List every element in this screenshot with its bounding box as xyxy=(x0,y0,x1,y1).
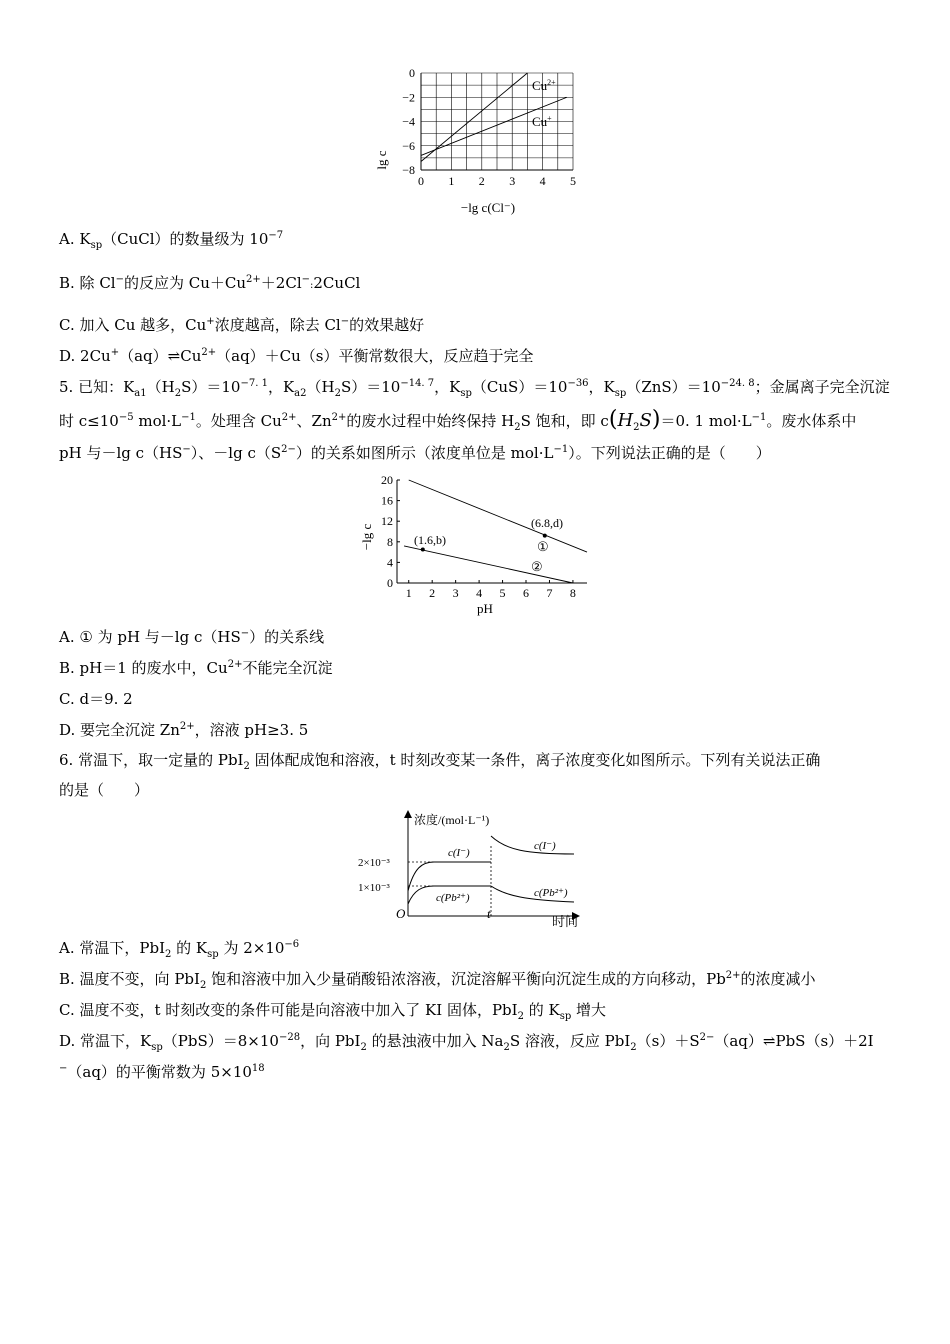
q5-option-d: D. 要完全沉淀 $Zn^{2+}$，溶液 pH≥3. 5 xyxy=(59,721,309,739)
q6-option-c: C. 温度不变，t 时刻改变的条件可能是向溶液中加入了 KI 固体，PbI$_2$ 的 $K_{sp}$ 增大 xyxy=(59,1001,607,1022)
q5-option-a: A. ① 为 pH 与－lg c（HS−）的关系线 xyxy=(59,628,325,646)
figure-2-ylabel: −lg c xyxy=(359,523,374,551)
figure-2-point-1-label: (1.6,b) xyxy=(414,533,446,547)
figure-3-chart xyxy=(356,806,588,930)
figure-2-ytick: 12 xyxy=(381,514,393,529)
figure-2-xlabel: pH xyxy=(477,601,493,616)
figure-1-xtick: 4 xyxy=(539,174,546,188)
figure-2-ytick: 16 xyxy=(381,493,393,508)
figure-3-ylabel: 浓度/(mol·L⁻¹) xyxy=(414,813,490,827)
figure-3-ci-curve-2 xyxy=(491,836,574,854)
q5-option-c: C. d＝9. 2 xyxy=(59,690,133,708)
q5-stem-line-1: 5. 已知：$K_{a1}(H_2S)=10^{-7. 1}$，$K_{a2}(H_2S)=10^{-14. 7}$，$K_{sp}(CuS)=10^{-36}$，$K_{sp}(ZnS)=10^{-24. 8}$；金属离子完全沉淀 xyxy=(59,378,890,399)
figure-2-series xyxy=(404,480,587,583)
figure-3-t-label: t xyxy=(487,906,491,921)
figure-1-xtick: 5 xyxy=(570,174,576,188)
figure-2-point-2 xyxy=(543,534,547,538)
q6-option-b: B. 温度不变，向 PbI$_2$ 饱和溶液中加入少量硝酸铅浓溶液，沉淀溶解平衡向沉淀生成的方向移动，$Pb^{2+}$的浓度减小 xyxy=(59,970,816,991)
figure-2-chart xyxy=(355,471,595,618)
figure-1-cu1-label: Cu+ xyxy=(532,114,552,129)
figure-2-xtick: 6 xyxy=(523,586,530,600)
q5-stem-line-3: pH 与－lg c（HS−）、－lg $c(S^{2-})$的关系如图所示（浓度单位是 $mol\cdot L^{-1}$）。下列说法正确的是（ ） xyxy=(59,444,771,462)
figure-2-xtick: 3 xyxy=(452,586,459,600)
figure-1-cu2-label: $Cu^{2+}$ xyxy=(532,78,556,93)
figure-2-xtick: 7 xyxy=(546,586,553,600)
figure-2-point-2-label: (6.8,d) xyxy=(531,516,563,530)
figure-2-xtick: 2 xyxy=(429,586,436,600)
figure-3-ci-curve-1 xyxy=(408,862,491,891)
figure-3-y2-label: 2×10⁻³ xyxy=(358,857,390,869)
figure-3-ci-label-2: c(I⁻) xyxy=(534,840,556,852)
figure-2-xtick: 8 xyxy=(569,586,576,600)
figure-1-ytick: −8 xyxy=(402,163,415,177)
figure-2-xtick: 4 xyxy=(476,586,483,600)
q6-option-d: D. 常温下，$K_{sp}(PbS)=8\times 10^{-28}$，向 PbI$_2$ 的悬浊液中加入 $Na_2S$ 溶液，反应 $PbI_2(s)+S^{2-}(aq)\rightleftharpoons PbS(s)+2I$ xyxy=(59,1032,874,1053)
figure-2-ytick: 8 xyxy=(387,534,393,549)
q5-stem-line-2: 时 $c\le 10^{-5}$ $mol\cdot L^{-1}$。处理含 $Cu^{2+}$、$Zn^{2+}$的废水过程中始终保持 $H_2S$ 饱和，即 $c(H_2S)=0$. 1 $mol\cdot L^{-1}$。废水体系中 xyxy=(59,407,857,433)
figure-1-ytick: −4 xyxy=(402,114,415,129)
figure-2-ytick: 20 xyxy=(381,473,393,487)
figure-2-line-1-label: ① xyxy=(537,539,549,554)
figure-2-xtick: 1 xyxy=(405,586,412,600)
figure-1-series-line-1 xyxy=(421,73,527,162)
figure-3-y1-label: 1×10⁻³ xyxy=(358,882,390,894)
q6-option-a: A. 常温下，PbI$_2$ 的 $K_{sp}$ 为 $2\times 10^{-6}$ xyxy=(59,939,300,960)
figure-2-line-2-label: ② xyxy=(531,559,543,574)
figure-1-xlabel: −lg c(Cl⁻) xyxy=(460,200,516,215)
figure-2-axes xyxy=(397,480,587,583)
figure-3-cpb-label-2: c(Pb²⁺) xyxy=(534,887,568,899)
figure-2-ytick: 4 xyxy=(387,555,393,570)
figure-1-xtick: 1 xyxy=(448,174,455,188)
figure-3-origin: O xyxy=(396,906,406,921)
figure-1-ylabel: lg c xyxy=(374,150,389,170)
figure-1-xtick: 3 xyxy=(509,174,516,188)
q5-option-b: B. pH＝1 的废水中，$Cu^{2+}$不能完全沉淀 xyxy=(59,659,333,677)
figure-3-xlabel: 时间 xyxy=(552,914,579,929)
q6-stem-line-1: 6. 常温下，取一定量的 PbI$_2$ 固体配成饱和溶液，t 时刻改变某一条件，离子浓度变化如图所示。下列有关说法正确 xyxy=(59,751,821,772)
figure-1-ytick: 0 xyxy=(409,66,415,80)
q4-option-a: A. $K_{sp}(CuCl)$的数量级为 $10^{-7}$ xyxy=(59,230,284,251)
figure-2-ytick: 0 xyxy=(387,576,393,590)
q4-option-d: D. $2Cu^+(aq)\rightleftharpoons Cu^{2+}(aq)+Cu(s)$平衡常数很大，反应趋于完全 xyxy=(59,347,534,365)
figure-2-xtick: 5 xyxy=(499,586,506,600)
figure-1-ytick: −2 xyxy=(402,90,415,105)
figure-3-cpb-label-1: c(Pb²⁺) xyxy=(436,892,470,904)
q6-stem-line-2: 的是（ ） xyxy=(59,781,150,799)
figure-2-ticks xyxy=(381,473,576,600)
figure-3-ci-label-1: c(I⁻) xyxy=(448,847,470,859)
q4-option-b: B. 除 Cl−的反应为 $Cu+Cu^{2+}+2Cl^-:2CuCl$ xyxy=(59,274,361,292)
figure-1-ytick: −6 xyxy=(402,138,415,153)
figure-2-point-1 xyxy=(421,548,425,552)
q6-option-d-continued: −（aq）的平衡常数为 $5\times 10^{18}$ xyxy=(59,1063,265,1081)
figure-1-chart xyxy=(370,62,585,222)
figure-1-xtick: 2 xyxy=(478,174,485,188)
figure-1-xtick: 0 xyxy=(418,174,424,188)
q4-option-c: C. 加入 Cu 越多，Cu+浓度越高，除去 Cl−的效果越好 xyxy=(59,316,425,334)
